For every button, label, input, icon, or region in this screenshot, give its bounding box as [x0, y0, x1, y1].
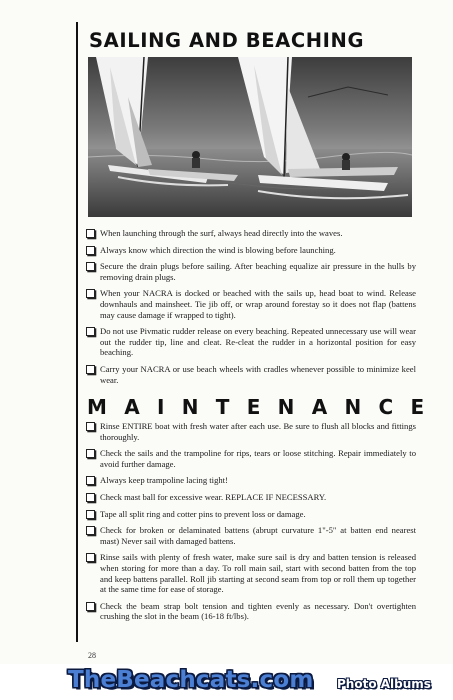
list-item [86, 261, 416, 282]
page-number: 28 [88, 651, 96, 660]
list-item [86, 492, 416, 503]
list-item [86, 601, 416, 622]
list-item-text: Rinse ENTIRE boat with fresh water after each use. Be sure to flush all blocks and fittings thoroughly. [100, 421, 416, 442]
checkbox-icon [86, 553, 95, 562]
list-item-text: Check the sails and the trampoline for rips, tears or loose stitching. Repair immediately to avoid further damage. [100, 448, 416, 469]
list-item-text: Tape all split ring and cotter pins to prevent loss or damage. [100, 508, 306, 519]
checkbox-icon [86, 526, 95, 535]
list-item [86, 448, 416, 469]
checkbox-icon [86, 327, 95, 336]
list-item-text: Check the beam strap bolt tension and tighten evenly as necessary. Don't overtighten crushing the slot in the beam (16-18 ft/lbs). [100, 600, 416, 622]
checkbox-icon [86, 602, 95, 611]
list-item-text: Always keep trampoline lacing tight! [100, 475, 228, 486]
list-item [86, 245, 416, 256]
list-item-text: Secure the drain plugs before sailing. After beaching equalize air pressure in the hulls by removing drain plugs. [100, 261, 416, 282]
list-item-text: When your NACRA is docked or beached with the sails up, head boat to wind. Release downhauls and mainsheet. Tie jib off, or wrap around forestay so it does not flap (battens may cause damage if wrapped to tight). [100, 288, 416, 320]
checkbox-icon [86, 246, 95, 255]
left-margin-rule [76, 22, 78, 642]
checkbox-icon [86, 262, 95, 271]
list-item-text: Rinse sails with plenty of fresh water, make sure sail is dry and batten tension is released when storing for more than a day. To roll main sail, start with second batten from the top and keep battens parallel. Roll jib starting at second seam from top or roll them up together at the same time for ease of storage. [100, 552, 416, 595]
checkbox-icon [86, 510, 95, 519]
checkbox-icon [86, 493, 95, 502]
maintenance-list [86, 421, 416, 628]
checkbox-icon [86, 289, 95, 298]
catamaran-photo [88, 57, 412, 217]
list-item [86, 364, 416, 385]
checkbox-icon [86, 422, 95, 431]
list-item-text: When launching through the surf, always head directly into the waves. [100, 228, 343, 238]
list-item [86, 509, 416, 520]
photo-albums-label[interactable]: Photo Albums [337, 677, 431, 691]
heading-maintenance: MAINTENANCE [87, 395, 442, 419]
list-item [86, 228, 416, 239]
list-item-text: Carry your NACRA or use beach wheels with cradles whenever possible to minimize keel wear. [100, 363, 416, 385]
sailing-list [86, 228, 416, 391]
list-item-text: Check for broken or delaminated battens (abrupt curvature 1"-5" at batten end nearest mast) Never sail with damaged battens. [100, 525, 416, 546]
checkbox-icon [86, 229, 95, 238]
heading-sailing-and-beaching: SAILING AND BEACHING [89, 29, 365, 52]
checkbox-icon [86, 449, 95, 458]
list-item [86, 421, 416, 442]
list-item [86, 326, 416, 358]
list-item [86, 525, 416, 546]
checkbox-icon [86, 476, 95, 485]
list-item-text: Do not use Pivmatic rudder release on every beaching. Repeated unnecessary use will wear out the rudder tip, line and cleat. Re-cleat the rudder in a horizontal position for easy beaching. [100, 326, 416, 358]
list-item [86, 475, 416, 486]
list-item-text: Always know which direction the wind is blowing before launching. [100, 244, 336, 255]
list-item [86, 288, 416, 320]
brand-logo[interactable]: TheBeachcats.com [68, 667, 314, 693]
list-item-text: Check mast ball for excessive wear. REPLACE IF NECESSARY. [100, 491, 327, 502]
list-item [86, 552, 416, 594]
catamaran-photo-illustration [88, 57, 412, 217]
checkbox-icon [86, 365, 95, 374]
